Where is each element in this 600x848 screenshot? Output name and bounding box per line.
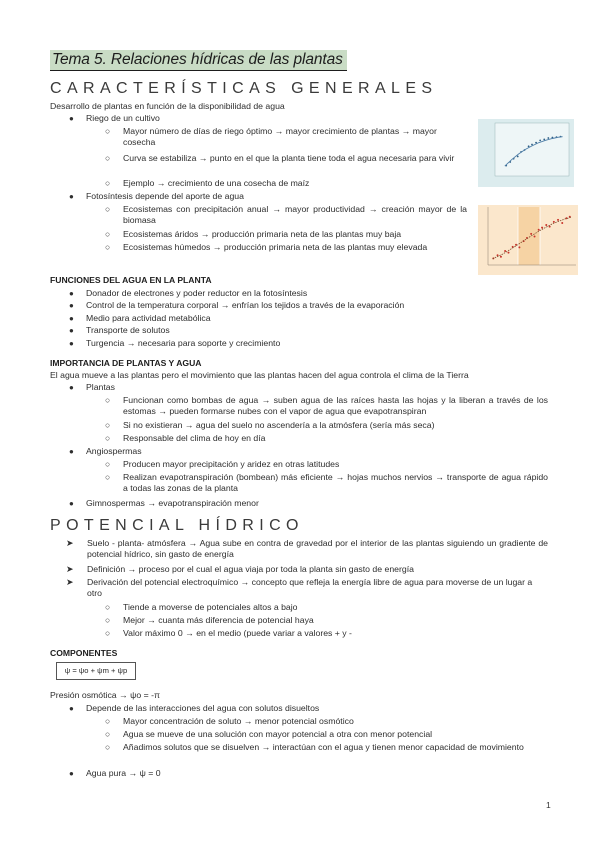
- chart-riego: [478, 119, 574, 187]
- chart-fotosintesis-point: [530, 233, 532, 235]
- chart-riego-svg: [478, 119, 574, 187]
- sub-item: Responsable del clima de hoy en día: [123, 433, 266, 443]
- section-heading-funciones: FUNCIONES DEL AGUA EN LA PLANTA: [50, 275, 212, 285]
- arrow-item: Definición → proceso por el cual el agua viaja por toda la planta sin gasto de energía: [87, 564, 414, 574]
- sub-item: Si no existieran → agua del suelo no ascendería a la atmósfera (sería más seca): [123, 420, 435, 430]
- sub-item: Añadimos solutos que se disuelven → interactúan con el agua y tienen menor capacidad de movimiento: [123, 742, 524, 752]
- list-item-plantas: Plantas: [86, 382, 115, 392]
- bullet-disc-icon: ●: [69, 339, 74, 348]
- bullet-circle-icon: ○: [105, 459, 111, 469]
- section-heading-importancia: IMPORTANCIA DE PLANTAS Y AGUA: [50, 358, 202, 368]
- sub-item: Tiende a moverse de potenciales altos a bajo: [123, 602, 298, 612]
- bullet-circle-icon: ○: [105, 204, 111, 214]
- chart-fotosintesis-point: [553, 221, 555, 223]
- bullet-disc-icon: ●: [69, 192, 74, 201]
- bullet-disc-icon: ●: [69, 769, 74, 778]
- list-item-gimnospermas: Gimnospermas → evapotranspiración menor: [86, 498, 259, 508]
- bullet-circle-icon: ○: [105, 729, 111, 739]
- chart-riego-point: [547, 137, 549, 139]
- list-item: Medio para actividad metabólica: [86, 313, 211, 323]
- chart-riego-plot-area: [495, 123, 569, 176]
- sub-item: Funcionan como bombas de agua → suben agua de las raíces hasta las hojas y la liberan a través de los estomas → pueden formarse nubes con el vapor de agua que evapotranspiran: [123, 395, 548, 417]
- bullet-circle-icon: ○: [105, 742, 111, 752]
- formula-box: ψ = ψo + ψm + ψp: [56, 662, 136, 680]
- bullet-disc-icon: ●: [69, 383, 74, 392]
- bullet-circle-icon: ○: [105, 716, 111, 726]
- chart-riego-point: [539, 139, 541, 141]
- sub-item: Realizan evapotranspiración (bombean) más eficiente → hojas muchos nervios → transporte de agua rápido a todas las zonas de la planta: [123, 472, 548, 494]
- bullet-circle-icon: ○: [105, 242, 111, 252]
- bullet-disc-icon: ●: [69, 301, 74, 310]
- bullet-circle-icon: ○: [105, 153, 111, 163]
- bullet-disc-icon: ●: [69, 447, 74, 456]
- page-title: Tema 5. Relaciones hídricas de las plantas: [50, 50, 347, 71]
- chart-fotosintesis-point: [561, 222, 563, 224]
- list-item-angiospermas: Angiospermas: [86, 446, 142, 456]
- section-heading-componentes: COMPONENTES: [50, 648, 118, 658]
- sub-item: Curva se estabiliza → punto en el que la planta tiene toda el agua necesaria para vivir: [123, 153, 455, 163]
- sub-item: Ecosistemas áridos → producción primaria neta de las plantas muy baja: [123, 229, 402, 239]
- list-item: Transporte de solutos: [86, 325, 170, 335]
- bullet-circle-icon: ○: [105, 395, 111, 405]
- bullet-disc-icon: ●: [69, 499, 74, 508]
- bullet-circle-icon: ○: [105, 615, 111, 625]
- list-item: Depende de las interacciones del agua con solutos disueltos: [86, 703, 320, 713]
- sub-item: Ejemplo → crecimiento de una cosecha de maíz: [123, 178, 310, 188]
- bullet-circle-icon: ○: [105, 433, 111, 443]
- bullet-disc-icon: ●: [69, 326, 74, 335]
- chart-fotosintesis-band: [518, 207, 540, 265]
- sub-item: Ecosistemas húmedos → producción primaria neta de las plantas muy elevada: [123, 242, 428, 252]
- sub-item: Producen mayor precipitación y aridez en otras latitudes: [123, 459, 340, 469]
- chart-fotosintesis-point: [518, 246, 520, 248]
- sub-item: Mayor número de días de riego óptimo → mayor crecimiento de plantas → mayor cosecha: [123, 126, 437, 148]
- presion-osmotica-text: Presión osmótica → ψo = -π: [50, 690, 160, 700]
- chart-fotosintesis-svg: [478, 205, 578, 275]
- bullet-circle-icon: ○: [105, 602, 111, 612]
- bullet-circle-icon: ○: [105, 229, 111, 239]
- chart-fotosintesis-point: [557, 219, 559, 221]
- list-item-fotosintesis: Fotosíntesis depende del aporte de agua: [86, 191, 244, 201]
- chart-fotosintesis-point: [534, 235, 536, 237]
- list-item: Turgencia → necesaria para soporte y crecimiento: [86, 338, 281, 348]
- chart-fotosintesis-point: [507, 252, 509, 254]
- section-heading-caracteristicas: CARACTERÍSTICAS GENERALES: [50, 80, 438, 97]
- sub-item: Agua se mueve de una solución con mayor potencial a otra con menor potencial: [123, 729, 433, 739]
- bullet-circle-icon: ○: [105, 420, 111, 430]
- bullet-disc-icon: ●: [69, 114, 74, 123]
- sub-item: Mejor → cuanta más diferencia de potencial haya: [123, 615, 314, 625]
- list-item: Donador de electrones y poder reductor en la fotosíntesis: [86, 288, 308, 298]
- bullet-circle-icon: ○: [105, 628, 111, 638]
- chart-riego-point: [517, 156, 519, 158]
- intro-text: El agua mueve a las plantas pero el movimiento que las plantas hacen del agua controla el clima de la Tierra: [50, 370, 469, 380]
- bullet-circle-icon: ○: [105, 126, 111, 136]
- chart-fotosintesis: [478, 205, 578, 275]
- list-item: Control de la temperatura corporal → enfrían los tejidos a través de la evaporación: [86, 300, 405, 310]
- page-number: 1: [546, 800, 551, 810]
- bullet-disc-icon: ●: [69, 289, 74, 298]
- list-item-riego: Riego de un cultivo: [86, 113, 160, 123]
- chart-fotosintesis-point: [500, 256, 502, 258]
- chart-fotosintesis-point: [538, 229, 540, 231]
- arrow-bullet-icon: ➤: [66, 577, 74, 587]
- arrow-bullet-icon: ➤: [66, 538, 74, 548]
- chart-fotosintesis-point: [545, 224, 547, 226]
- bullet-disc-icon: ●: [69, 704, 74, 713]
- sub-item: Mayor concentración de soluto → menor potencial osmótico: [123, 716, 354, 726]
- list-item-agua-pura: Agua pura → ψ = 0: [86, 768, 161, 778]
- chart-riego-point: [543, 139, 545, 141]
- section-heading-potencial: POTENCIAL HÍDRICO: [50, 517, 304, 534]
- bullet-circle-icon: ○: [105, 178, 111, 188]
- intro-text: Desarrollo de plantas en función de la disponibilidad de agua: [50, 101, 285, 111]
- chart-fotosintesis-point: [541, 227, 543, 229]
- arrow-item: Derivación del potencial electroquímico → concepto que refleja la energía libre de agua para moverse de un lugar a otro: [87, 577, 533, 599]
- sub-item: Ecosistemas con precipitación anual → mayor productividad → creación mayor de la biomasa: [123, 204, 467, 226]
- bullet-disc-icon: ●: [69, 314, 74, 323]
- arrow-item: Suelo - planta- atmósfera → Agua sube en contra de gravedad por el interior de las plantas siguiendo un gradiente de potencial hídrico, sin gasto de energía: [87, 538, 548, 560]
- bullet-circle-icon: ○: [105, 472, 111, 482]
- sub-item: Valor máximo 0 → en el medio (puede variar a valores + y -: [123, 628, 352, 638]
- arrow-bullet-icon: ➤: [66, 564, 74, 574]
